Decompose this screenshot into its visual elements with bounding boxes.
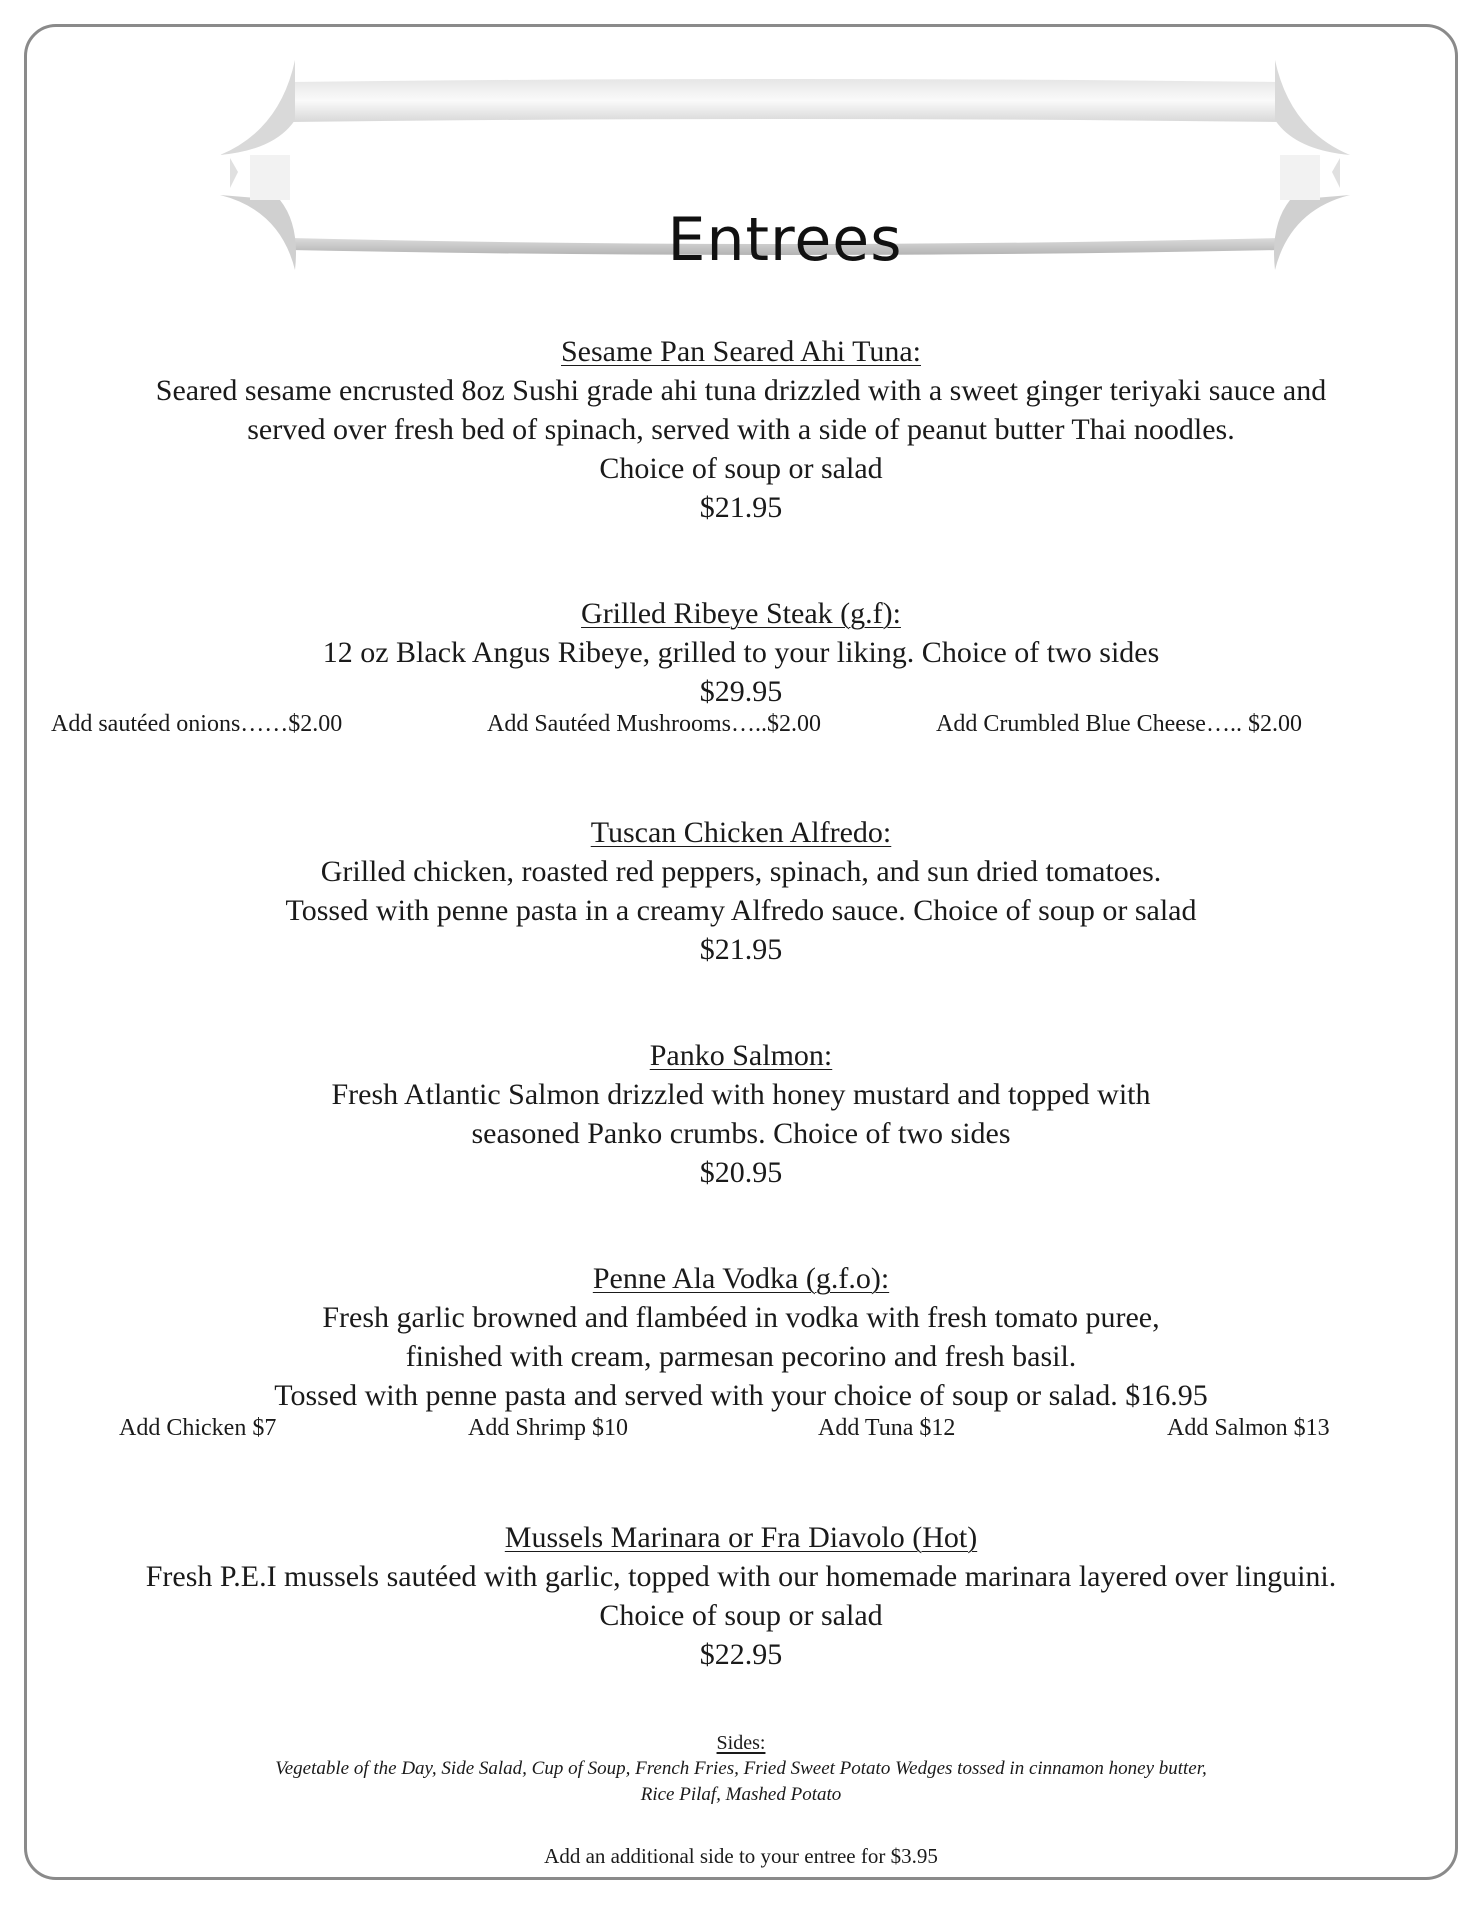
addon-item: Add Sautéed Mushrooms…..$2.00: [487, 711, 821, 737]
menu-item-tuscan-chicken: [24, 813, 1458, 969]
item-name: Mussels Marinara or Fra Diavolo (Hot): [504, 1521, 978, 1554]
menu-item-ahi-tuna: [24, 332, 1458, 527]
item-description: Choice of soup or salad: [599, 452, 883, 485]
additional-side-note: Add an additional side to your entree for $3.95: [544, 1844, 938, 1868]
page-title: Entrees: [667, 205, 903, 275]
menu-item-mussels: [24, 1518, 1458, 1674]
addon-item: Add Crumbled Blue Cheese….. $2.00: [936, 711, 1302, 737]
item-name: Grilled Ribeye Steak (g.f):: [581, 597, 901, 630]
addon-list: [24, 1415, 1458, 1447]
item-description: Fresh P.E.I mussels sautéed with garlic, topped with our homemade marinara layered over linguini.: [145, 1560, 1337, 1593]
addon-item: Add Shrimp $10: [468, 1415, 629, 1441]
addon-item: Add Chicken $7: [119, 1415, 277, 1441]
item-description: Choice of soup or salad: [599, 1599, 883, 1632]
item-price: $20.95: [699, 1156, 783, 1189]
menu-item-penne-vodka: [24, 1259, 1458, 1447]
menu-item-panko-salmon: [24, 1036, 1458, 1192]
item-description: finished with cream, parmesan pecorino and fresh basil.: [405, 1340, 1077, 1373]
addon-item: Add Tuna $12: [818, 1415, 956, 1441]
item-price: $21.95: [699, 933, 783, 966]
item-description: seasoned Panko crumbs. Choice of two sides: [471, 1117, 1011, 1150]
sides-title: Sides:: [716, 1732, 766, 1754]
item-description: Tossed with penne pasta in a creamy Alfredo sauce. Choice of soup or salad: [285, 894, 1197, 927]
addon-item: Add sautéed onions……$2.00: [51, 711, 343, 737]
item-name: Penne Ala Vodka (g.f.o):: [592, 1262, 890, 1295]
sides-list: Rice Pilaf, Mashed Potato: [640, 1784, 842, 1805]
item-description: 12 oz Black Angus Ribeye, grilled to your liking. Choice of two sides: [322, 636, 1160, 669]
item-name: Tuscan Chicken Alfredo:: [590, 816, 892, 849]
item-name: Sesame Pan Seared Ahi Tuna:: [561, 335, 921, 368]
item-description: Grilled chicken, roasted red peppers, spinach, and sun dried tomatoes.: [320, 855, 1162, 888]
item-price: $21.95: [699, 491, 783, 524]
item-name: Panko Salmon:: [649, 1039, 833, 1072]
item-description: Fresh garlic browned and flambéed in vodka with fresh tomato puree,: [322, 1301, 1160, 1334]
item-price: $22.95: [699, 1638, 783, 1671]
item-description: Fresh Atlantic Salmon drizzled with honey mustard and topped with: [331, 1078, 1151, 1111]
addon-list: [24, 711, 1458, 743]
sides-section: [24, 1730, 1458, 1870]
item-description: Tossed with penne pasta and served with your choice of soup or salad. $16.95: [274, 1379, 1208, 1412]
sides-list: Vegetable of the Day, Side Salad, Cup of Soup, French Fries, Fried Sweet Potato Wedges tossed in cinnamon honey butter,: [275, 1758, 1207, 1779]
menu-content: [24, 0, 1458, 1920]
item-price: $29.95: [699, 675, 783, 708]
addon-item: Add Salmon $13: [1167, 1415, 1330, 1441]
item-description: served over fresh bed of spinach, served with a side of peanut butter Thai noodles.: [247, 413, 1235, 446]
menu-item-ribeye: [24, 594, 1458, 743]
item-description: Seared sesame encrusted 8oz Sushi grade ahi tuna drizzled with a sweet ginger teriyaki sauce and: [155, 374, 1327, 407]
